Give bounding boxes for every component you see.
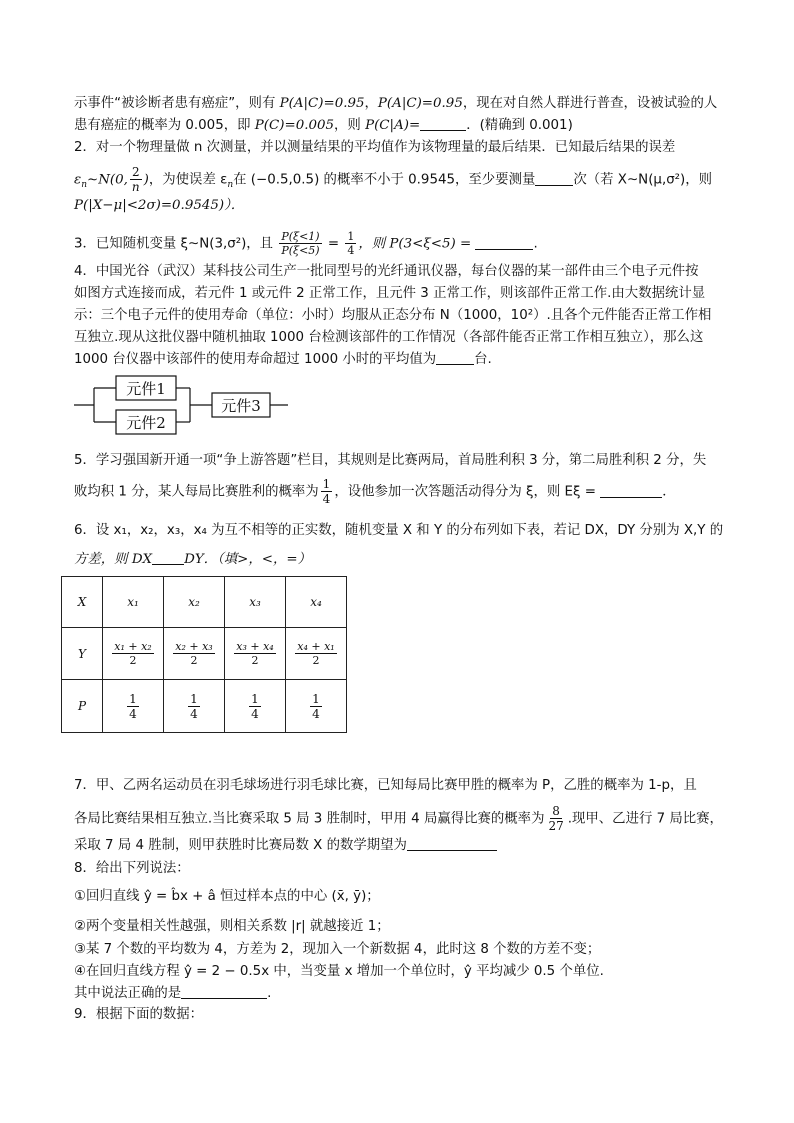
answer-blank-q3[interactable] [475,235,533,250]
fraction-1-over-4: $\frac{1}{4}$ [347,230,355,257]
answer-blank-q2[interactable] [535,171,573,186]
q7-line-2: 各局比赛结果相互独立.当比赛采取 5 局 3 胜制时，甲用 4 局赢得比赛的概率为 $\frac{8}{27}$ .现甲、乙进行 7 局比赛， [74,804,723,833]
cell-x3: x₃ [225,577,286,628]
q4-line-2: 如图方式连接而成，若元件 1 或元件 2 正常工作，且元件 3 正常工作，则该部件正常工作.由大数据统计显 [74,286,706,301]
circuit-diagram [74,372,294,438]
q4-line-5: 1000 台仪器中该部件的使用寿命超过 1000 小时的平均值为 台. [74,352,492,367]
q4-line-3: 示：三个电子元件的使用寿命（单位：小时）均服从正态分布 N（1000，10²）.且各个元件能否正常工作相 [74,308,712,323]
row-label-y: Y [62,628,103,680]
q1-line-2: 患有癌症的概率为 0.005，即 P(C)=0.005，则 P(C|A)= ．(精确到 0.001) [74,118,573,133]
q4-line-4: 互独立.现从这批仪器中随机抽取 1000 台检测该部件的工作情况（各部件能否正常工作相互独立），那么这 [74,330,704,345]
q8-item-1: ①回归直线 ŷ = b̂x + â 恒过样本点的中心 (x̄, ȳ)； [74,889,380,904]
q4-line-1: 4．中国光谷（武汉）某科技公司生产一批同型号的光纤通讯仪器，每台仪器的某一部件由三个电子元件按 [74,264,699,279]
fraction-2-over-n: $\frac{2}{n}$ [131,165,140,194]
answer-blank-q8[interactable] [181,984,267,999]
q5-line-1: 5．学习强国新开通一项“争上游答题”栏目，其规则是比赛两局，首局胜利积 3 分，第二局胜利积 2 分，失 [74,453,707,468]
cell-y4: $\frac{\text{x₄ + x₁}}{2}$ [286,628,347,680]
q7-line-3: 采取 7 局 4 胜制，则甲获胜时比赛局数 X 的数学期望为 [74,836,497,856]
q7-line-1: 7．甲、乙两名运动员在羽毛球场进行羽毛球比赛，已知每局比赛甲胜的概率为 P，乙胜的概率为 1-p，且 [74,778,697,793]
cell-p2: $\frac{1}{4}$ [164,680,225,733]
q8-heading: 8．给出下列说法： [74,861,190,876]
answer-blank-q6[interactable] [152,550,184,565]
cell-p1: $\frac{1}{4}$ [103,680,164,733]
answer-blank-q7[interactable] [407,836,497,851]
formula-p-abar-given-cbar: P(A|C)=0.95 [377,96,463,111]
cell-y2: $\frac{\text{x₂ + x₃}}{2}$ [164,628,225,680]
component-1-label: 元件1 [126,380,166,398]
q8-tail: 其中说法正确的是 . [74,986,272,1001]
answer-blank-q4[interactable] [436,350,474,365]
q1-line-1: 示事件“被诊断者患有癌症”，则有 P(A|C)=0.95，P(A|C)=0.95，现在对自然人群进行普查，设被试验的人 [74,96,718,111]
q2-line-1: 2．对一个物理量做 n 次测量，并以测量结果的平均值作为该物理量的最后结果．已知最后结果的误差 [74,140,676,155]
component-2-label: 元件2 [126,414,166,432]
row-label-p: P [62,680,103,733]
fraction-8-over-27: $\frac{8}{27}$ [548,804,564,833]
answer-blank-q1[interactable] [420,116,466,131]
q8-item-4: ④在回归直线方程 ŷ = 2 − 0.5x 中，当变量 x 增加一个单位时，ŷ 平均减少 0.5 个单位. [74,964,604,979]
formula-p-c: P(C)=0.005 [254,118,335,133]
component-3-label: 元件3 [221,397,261,415]
cell-x2: x₂ [164,577,225,628]
row-label-x: X [62,577,103,628]
cell-x4: x₄ [286,577,347,628]
table-row-p [62,680,347,733]
cell-p4: $\frac{1}{4}$ [286,680,347,733]
answer-blank-q5[interactable] [600,483,662,498]
cell-p3: $\frac{1}{4}$ [225,680,286,733]
q2-line-3: P(|X−μ|<2σ)=0.9545)）． [74,198,245,213]
q8-item-2: ②两个变量相关性越强，则相关系数 |r| 就越接近 1； [74,919,390,934]
q2-line-2: $\varepsilon_n\sim N(0$, $\frac{2}{n}$ )，为使误差 $\varepsilon_n$在 (−0.5,0.5) 的概率不小于 0.9545，至少要测量 次（若 X∼N(μ,σ²)，则 [74,165,713,194]
cell-x1: x₁ [103,577,164,628]
q6-line-2: 方差，则 DX DY．（填>，<，=） [74,552,311,567]
q5-line-2: 败均积 1 分，某人每局比赛胜利的概率为 $\frac{1}{4}$ ，设他参加一次答题活动得分为 ξ，则 Eξ = ． [74,477,676,506]
cell-y3: $\frac{\text{x₃ + x₄}}{2}$ [225,628,286,680]
formula-p-c-given-a: P(C|A)= [365,118,421,133]
table-row-x [62,577,347,628]
fraction-p-ratio: $\frac{P(\xi<1)}{P(\xi<5)}$ [281,230,320,257]
q8-item-3: ③某 7 个数的平均数为 4，方差为 2，现加入一个新数据 4，此时这 8 个数的方差不变； [74,942,601,957]
table-row-y [62,628,347,680]
distribution-table [61,576,347,733]
formula-p-a-given-c: P(A|C)=0.95 [279,96,365,111]
fraction-1-over-4: $\frac{1}{4}$ [322,477,331,506]
cell-y1: $\frac{\text{x₁ + x₂}}{2}$ [103,628,164,680]
q9-heading: 9．根据下面的数据： [74,1007,204,1022]
q3-line: 3．已知随机变量 ξ∼N(3,σ²)，且 $\frac{P(\xi<1)}{P(\xi<5)}$ = $\frac{1}{4}$ ，则 P(3<ξ<5) = . [74,230,538,257]
q6-line-1: 6．设 x₁，x₂，x₃，x₄ 为互不相等的正实数，随机变量 X 和 Y 的分布列如下表，若记 DX，DY 分别为 X,Y 的 [74,523,724,538]
